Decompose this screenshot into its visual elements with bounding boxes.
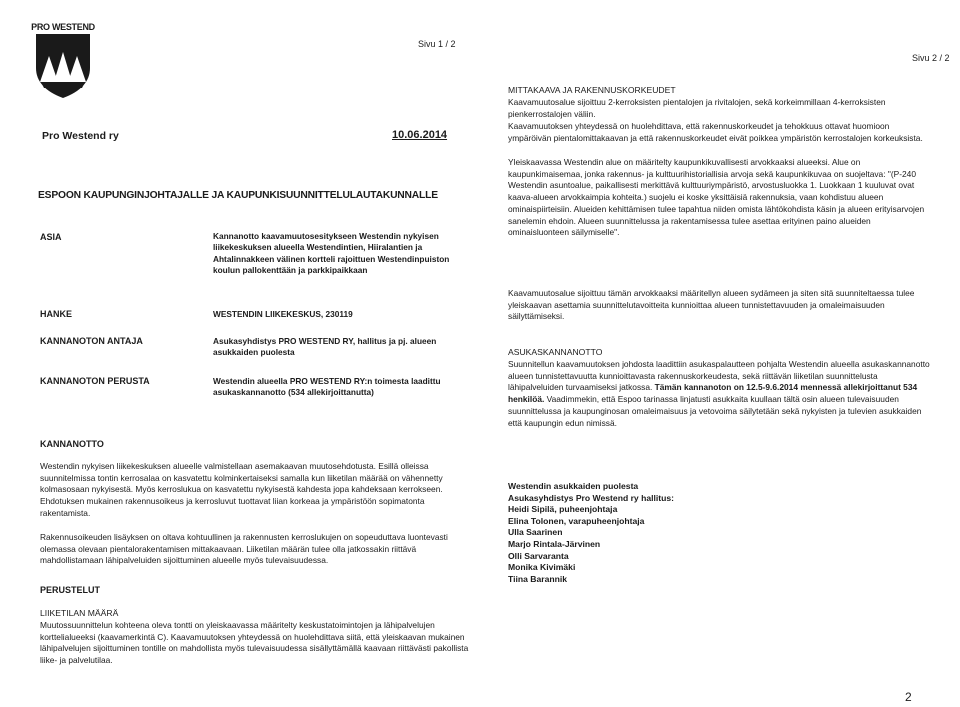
sign-line: Marjo Rintala-Järvinen xyxy=(508,538,601,549)
kannanotto-paragraph-2: Rakennusoikeuden lisäyksen on oltava kohtuullinen ja rakennusten kerroslukujen on sopeuduttava luontevasti olemassa olevaan pientalorakentamisen mittakaavaan. Liiketilan määrän tulee olla jatkossakin riittävä mahdollistamaan lähipalveluiden sijoittuminen alueelle myös tulevaisuudessa. xyxy=(40,532,448,566)
kannanotto-heading: KANNANOTTO xyxy=(40,439,104,449)
sign-line: Olli Sarvaranta xyxy=(508,550,569,561)
page2-label: Sivu 2 / 2 xyxy=(912,53,950,63)
field-label-perusta: KANNANOTON PERUSTA xyxy=(40,376,150,386)
mittakaava-paragraph-3: Yleiskaavassa Westendin alue on määritelty kaupunkikuvallisesti arvokkaaksi alueeksi. Alue on kaupunkimaisemaa, jonka rakennus- ja kulttuurihistoriallisia arvoja sekä kaupunkikuvaa on suojeltava: "(P-240 Westendin asuntoalue, paikallisesti merkittävä kulttuuriympäristö, arvostusluokka 1. Luokkaan 1 kuuluvat ovat kaava-alueen arvokkaimpia kohteita.) suojelu ei koske yksittäisiä rakennuksia, vaan kohdistuu alueen ominaispiirteisiin. Alueiden kehittämisen tulee tapahtua niiden omista lähtökohdista käsin ja alueen erityisarvojen sanelemin ehdoin. Alueen suunnittelussa ja rakentamisessa tulee asettaa erityinen paino alueiden ominaisluonteen säilymiselle". xyxy=(508,157,925,238)
logo-text: PRO WESTEND xyxy=(31,22,95,32)
letter-date: 10.06.2014 xyxy=(392,129,448,141)
field-label-antaja: KANNANOTON ANTAJA xyxy=(40,336,143,346)
mittakaava-heading: MITTAKAAVA JA RAKENNUSKORKEUDET xyxy=(508,85,676,95)
field-value-perusta: Westendin alueella PRO WESTEND RY:n toimesta laadittu asukaskannanotto (534 allekirjoittanutta) xyxy=(213,376,441,398)
sign-line: Asukasyhdistys Pro Westend ry hallitus: xyxy=(508,492,675,503)
sign-line: Elina Tolonen, varapuheenjohtaja xyxy=(508,515,645,526)
sign-line: Westendin asukkaiden puolesta xyxy=(508,481,639,491)
shield-icon xyxy=(30,22,96,100)
field-label-hanke: HANKE xyxy=(40,309,73,319)
asukaskannanotto-heading: ASUKASKANNANOTTO xyxy=(508,347,603,357)
addressee: ESPOON KAUPUNGINJOHTAJALLE JA KAUPUNKISUUNNITTELULAUTAKUNNALLE xyxy=(38,190,438,201)
slide-number: 2 xyxy=(905,690,912,704)
asukaskannanotto-paragraph xyxy=(508,359,933,429)
mittakaava-paragraph-4: Kaavamuutosalue sijoittuu tämän arvokkaaksi määritellyn alueen sydämeen ja siten sitä suunniteltaessa tulee yleiskaavan asettamia suunnittelutavoitteita kunnioittaa alueen tunnistettavuuden ja omaleimaisuuden säilyttämiseksi. xyxy=(508,288,915,322)
page1-label: Sivu 1 / 2 xyxy=(418,39,456,49)
field-value-antaja: Asukasyhdistys PRO WESTEND RY, hallitus ja pj. alueen asukkaiden puolesta xyxy=(213,336,437,358)
sign-line: Monika Kivimäki xyxy=(508,562,576,573)
field-value-hanke: WESTENDIN LIIKEKESKUS, 230119 xyxy=(213,309,353,319)
sign-line: Tiina Barannik xyxy=(508,573,568,584)
asukas-text-start: Suunnitellun kaavamuutoksen johdosta laadittiin asukaspalautteen pohjalta Westendin alueella asukaskannanotto alueen tunnistettavuutta kunnioittavasta rakennuskorkeudesta, sekä riittävän liiketilan suunnittelusta lähipalveluiden turvaamiseksi jatkossa. xyxy=(508,359,930,393)
liiketilan-paragraph: Muutossuunnittelun kohteena oleva tontti on yleiskaavassa määritelty keskustatoimintojen ja lähipalvelujen korttelialueeksi (kaavamerkintä C). Kaavamuutoksen yhteydessä on huolehdittava siitä, että yleiskaavan mukainen lähipalvelujen sijoittuminen tontille on mahdollista myös tulevaisuudessa sisällyttämällä kaavaan riittävästi pakollista liike- ja palvelutilaa. xyxy=(40,620,469,666)
kannanotto-paragraph-1: Westendin nykyisen liikekeskuksen alueelle valmistellaan asemakaavan muutosehdotusta. Esillä olleissa suunnitelmissa tontin kerrosalaa on kasvatettu kolminkertaiseksi samalla kun liiketilan määrää on vähennetty kolmasosaan nykyisestä. Myös kerroslukua on kasvatettu nykyisestä kahdesta jopa kahdeksaan kerrokseen. Ehdotuksen mukainen rakennusoikeus ja kerrosluvut tuottavat liian korkeaa ja ympäristöön sopimatonta rakentamista. xyxy=(40,461,443,518)
field-label-asia: ASIA xyxy=(40,232,62,242)
mittakaava-paragraph-1: Kaavamuutosalue sijoittuu 2-kerroksisten pientalojen ja rivitalojen, sekä korkeimmillaan 4-kerroksisten pienkerrostalojen väliin. xyxy=(508,97,886,119)
field-value-asia: Kannanotto kaavamuutosesitykseen Westendin nykyisen liikekeskuksen alueella Westendintien, Hiiralantien ja Ahtalinnakkeen välinen kortteli rajoittuen Westendinpuiston koulun pallokenttään ja parkkipaikkaan xyxy=(213,231,450,276)
sign-line: Ulla Saarinen xyxy=(508,527,563,538)
pro-westend-logo xyxy=(30,22,96,100)
sign-line: Heidi Sipilä, puheenjohtaja xyxy=(508,504,618,515)
liiketilan-heading: LIIKETILAN MÄÄRÄ xyxy=(40,608,119,618)
perustelut-heading: PERUSTELUT xyxy=(40,585,101,595)
sender-name: Pro Westend ry xyxy=(42,130,119,142)
asukas-text-bold: Tämän kannanoton on 12.5-9.6.2014 mennessä allekirjoittanut 534 henkilöä. xyxy=(508,382,918,405)
signature-block xyxy=(508,481,674,585)
mittakaava-paragraph-2: Kaavamuutoksen yhteydessä on huolehdittava, että rakennuskorkeudet ja tehokkuus ottavat huomioon ympäröivän pientalomittakaavan ja että rakennuskorkeudet eivät poikkea ympäristön kerrostalojen korkeuksista. xyxy=(508,121,923,143)
asukas-text-end: Vaadimmekin, että Espoo tarinassa linjatusti asukkaita kuullaan tältä osin alueen tulevaisuuden suunnittelussa ja kaupunginosan omaleimaisuus ja vetovoima säilytetään sekä nykyisten ja tulevien asukkaiden että kaupungin edun nimissä. xyxy=(508,394,922,428)
